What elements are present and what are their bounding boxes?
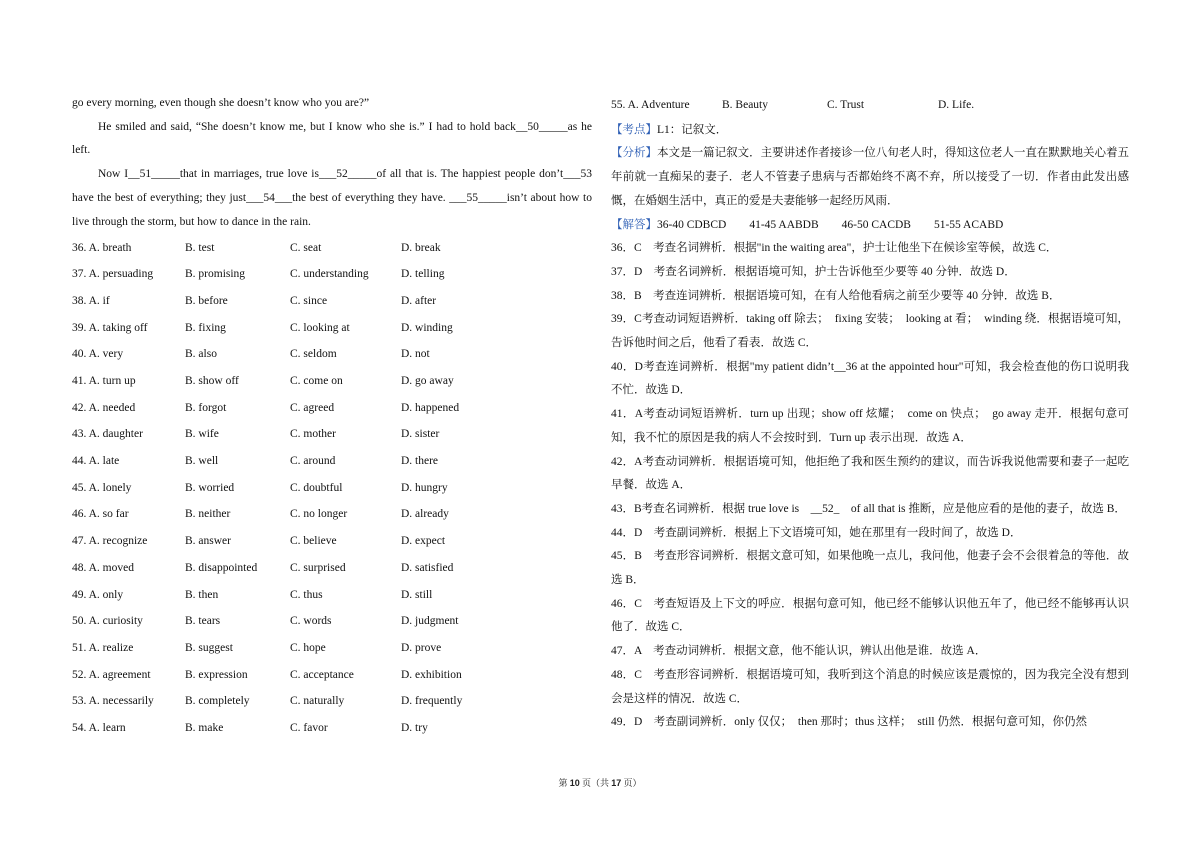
blank-53: ___53 [563, 168, 592, 181]
option-a: 46. A. so far [72, 508, 129, 521]
option-b: B. fixing [185, 321, 226, 334]
option-c: C. seat [290, 241, 322, 254]
option-b: B. make [185, 721, 224, 734]
option-c: C. Trust [827, 99, 865, 112]
option-a: 41. A. turn up [72, 375, 136, 387]
option-d: D. exhibition [401, 668, 462, 681]
passage-text: isn’t about how to live through the storm, but how to dance in the rain. [72, 191, 593, 228]
explanation-item [611, 261, 1129, 285]
option-a: 53. A. necessarily [72, 695, 154, 708]
option-d: D. Life. [938, 99, 975, 112]
fenxi-section [611, 142, 1129, 213]
option-d: D. break [401, 241, 441, 254]
option-d: D. go away [401, 375, 454, 387]
explanation-text: 考查形容词辨析．根据文意可知，如果他晚一点儿，我问他，他妻子会不会很着急的等他．故选 B． [611, 550, 1130, 587]
options-row [72, 635, 592, 662]
option-a: 40. A. very [72, 348, 124, 361]
option-a: 37. A. persuading [72, 268, 154, 281]
explanation-item [611, 640, 1129, 664]
explanation-text: 考查连词辨析．根据"my patient didn’t__36 at the appointed hour"可知，我会检查他的伤口说明我不忙．故选 D． [611, 360, 1129, 397]
option-c: C. favor [290, 721, 328, 734]
option-b: B. wife [185, 428, 219, 441]
blank-52: ___52_____ [318, 168, 377, 181]
passage-text: go every morning, even though she doesn’t know who you are?” [72, 97, 370, 109]
kaodian-section [611, 119, 1129, 143]
explanation-text: 考查副词辨析．only 仅仅； then 那时；thus 这样； still 仍然．根据句意可知，你仍然 [642, 716, 1087, 729]
options-row [72, 368, 592, 395]
explanation-text: 考查名词辨析．根据语境可知，护士告诉他至少要等 40 分钟．故选 D． [642, 265, 1016, 278]
passage-text: the best of everything they have. [292, 191, 446, 204]
fenxi-label: 【分析】 [611, 147, 658, 160]
option-b: B. expression [185, 668, 248, 681]
option-c: C. hope [290, 641, 326, 654]
options-row [72, 474, 592, 501]
options-row [72, 341, 592, 368]
option-c: C. around [290, 455, 336, 468]
option-d: D. still [401, 588, 433, 601]
blank-51: __51_____ [128, 168, 180, 181]
option-a: 51. A. realize [72, 641, 134, 654]
explanation-text: 考查名词辨析．根据 true love is __52_ of all that is 推断，应是他应看的是他的妻子，故选 B． [641, 502, 1126, 515]
options-row [72, 448, 592, 475]
explanation-item [611, 593, 1129, 640]
option-c: C. thus [290, 588, 323, 601]
explanation-text: 考查动词辨析．根据语境可知，他拒绝了我和医生预约的建议，而告诉我说他需要和妻子一起吃早餐．故选 A． [611, 455, 1129, 492]
option-a: 47. A. recognize [72, 535, 148, 548]
option-d: D. satisfied [401, 561, 454, 574]
option-d: D. telling [401, 268, 445, 281]
option-b: B. suggest [185, 641, 233, 654]
option-b: B. then [185, 588, 219, 601]
options-row [72, 261, 592, 288]
explanation-number: 48．C [611, 668, 642, 681]
option-a: 44. A. late [72, 455, 120, 468]
blank-50: __50_____ [515, 120, 568, 133]
option-b: B. well [185, 455, 219, 468]
explanation-item [611, 451, 1129, 498]
passage-paragraph-2 [72, 116, 592, 163]
option-b: B. worried [185, 481, 235, 494]
explanation-text: 考查动词短语辨析．turn up 出现；show off 炫耀； come on 快点； go away 走开．根据句意可知，我不忙的原因是我的病人不会按时到．Turn up 表示出现．故选 A． [611, 408, 1130, 444]
option-d: D. hungry [401, 481, 448, 494]
explanation-text: 考查连词辨析．根据语境可知，在有人给他看病之前至少要等 40 分钟．故选 B． [641, 289, 1061, 302]
options-row [72, 661, 592, 688]
passage-text: of all that is. The happiest people don’t [376, 168, 564, 181]
blank-55: ___55_____ [449, 191, 507, 204]
explanation-text: 考查名词辨析．根据"in the waiting area"，护士让他坐下在候诊室等候，故选 C． [641, 242, 1058, 255]
option-c: C. looking at [290, 321, 350, 334]
option-d: D. happened [401, 401, 460, 414]
option-d: D. sister [401, 428, 440, 441]
explanation-text: 考查动词短语辨析．taking off 除去； fixing 安装； looking at 看； winding 绕．根据语境可知，告诉他时间之后，他看了看表．故选 C． [611, 313, 1130, 350]
option-a: 48. A. moved [72, 561, 134, 574]
blank-54: ___54___ [246, 191, 293, 204]
option-c: C. seldom [290, 348, 337, 361]
option-a: 49. A. only [72, 588, 124, 601]
explanation-number: 47．A [611, 645, 642, 658]
options-row [72, 288, 592, 315]
options-row [72, 688, 592, 715]
option-a: 52. A. agreement [72, 668, 151, 681]
explanation-item [611, 545, 1129, 592]
option-b: B. completely [185, 695, 250, 708]
option-c: C. agreed [290, 401, 335, 414]
explanation-number: 43．B [611, 502, 642, 515]
option-b: B. disappointed [185, 561, 258, 574]
kaodian-text: L1：记叙文． [657, 123, 728, 136]
option-c: C. doubtful [290, 481, 343, 494]
explanation-text: 考查短语及上下文的呼应．根据句意可知，他已经不能够认识他五年了，他已经不能够再认识他了．故选 C． [611, 597, 1130, 634]
option-b: B. promising [185, 268, 246, 281]
total-pages: 17 [611, 778, 622, 788]
explanation-item [611, 356, 1129, 403]
explanation-item [611, 308, 1129, 355]
option-b: B. neither [185, 508, 231, 521]
explanation-item [611, 711, 1129, 735]
options-row [72, 554, 592, 581]
footer-text: 页） [621, 778, 642, 788]
option-d: D. try [401, 721, 428, 734]
answer-key: 36-40 CDBCD 41-45 AABDB 46-50 CACDB 51-55 ACABD [657, 218, 1004, 231]
explanation-item [611, 498, 1129, 522]
passage-text: as he left. [72, 120, 592, 157]
jieda-section [611, 214, 1129, 238]
explanation-number: 38．B [611, 289, 642, 302]
explanation-item [611, 403, 1129, 450]
explanation-number: 36．C [611, 242, 642, 255]
explanation-number: 44．D [611, 526, 643, 539]
explanation-number: 37．D [611, 265, 643, 278]
option-b: B. tears [185, 615, 221, 628]
left-column [72, 92, 592, 741]
passage-paragraph-3 [72, 163, 592, 234]
options-row [72, 608, 592, 635]
option-d: D. winding [401, 321, 453, 334]
option-c: C. no longer [290, 508, 348, 521]
right-column [611, 92, 1129, 735]
option-d: D. already [401, 508, 449, 521]
option-c: C. understanding [290, 268, 369, 281]
option-b: B. answer [185, 535, 231, 548]
option-d: D. frequently [401, 695, 463, 708]
options-row [72, 394, 592, 421]
explanation-number: 41．A [611, 408, 644, 421]
option-b: B. test [185, 241, 215, 254]
passage-text: have the best of everything; they just [72, 191, 247, 204]
page-number: 10 [569, 778, 580, 788]
option-c: C. come on [290, 375, 343, 387]
explanation-text: 考查动词辨析．根据文意，他不能认识，辨认出他是谁．故选 A． [641, 645, 987, 658]
options-list [72, 234, 592, 741]
options-row [72, 581, 592, 608]
kaodian-label: 【考点】 [611, 123, 657, 136]
page-footer [0, 776, 1200, 789]
passage-text: Now I [98, 168, 129, 181]
option-d: D. not [401, 348, 430, 361]
option-d: D. judgment [401, 615, 459, 628]
option-c: C. mother [290, 428, 336, 441]
passage-text: that in marriages, true love is [179, 168, 319, 181]
option-c: C. naturally [290, 695, 345, 708]
option-a: 38. A. if [72, 294, 110, 307]
explanation-item [611, 522, 1129, 546]
option-c: C. believe [290, 535, 337, 548]
passage-line [72, 92, 592, 116]
option-d: D. there [401, 455, 439, 468]
option-c: C. acceptance [290, 668, 354, 681]
explanation-item [611, 285, 1129, 309]
options-row [72, 234, 592, 261]
explanation-text: 考查形容词辨析．根据语境可知，我听到这个消息的时候应该是震惊的，因为我完全没有想到会是这样的情况．故选 C． [611, 668, 1130, 705]
jieda-label: 【解答】 [611, 218, 657, 231]
option-c: C. words [290, 615, 332, 628]
option-c: C. since [290, 294, 328, 307]
option-a: 55. A. Adventure [611, 99, 690, 112]
explanation-item [611, 237, 1129, 261]
explanation-number: 49．D [611, 716, 643, 729]
options-row-55 [611, 92, 1129, 119]
explanation-number: 42．A [611, 455, 643, 468]
explanations-list [611, 237, 1129, 735]
option-a: 45. A. lonely [72, 481, 132, 494]
options-row [72, 501, 592, 528]
option-a: 50. A. curiosity [72, 615, 143, 628]
explanation-number: 40．D [611, 360, 643, 373]
option-a: 42. A. needed [72, 401, 136, 414]
fenxi-text: 本文是一篇记叙文．主要讲述作者接诊一位八旬老人时，得知这位老人一直在默默地关心着五年前就一直痴呆的妻子．老人不管妻子患病与否都始终不离不弃，所以接受了一切．作者由此发出感慨，在婚姻生活中，真正的爱是夫妻能够一起经历风雨． [611, 147, 1129, 207]
explanation-number: 45．B [611, 550, 642, 563]
options-row [72, 314, 592, 341]
explanation-number: 39．C [611, 313, 642, 326]
option-d: D. after [401, 294, 437, 307]
explanation-text: 考查副词辨析．根据上下文语境可知，她在那里有一段时间了，故选 D． [642, 526, 1022, 539]
passage-text: He smiled and said, “She doesn’t know me, but I know who she is.” I had to hold back [98, 120, 516, 133]
option-b: B. before [185, 294, 228, 307]
option-a: 36. A. breath [72, 241, 132, 254]
explanation-item [611, 664, 1129, 711]
option-b: B. Beauty [722, 99, 768, 112]
option-c: C. surprised [290, 561, 346, 574]
options-row [72, 715, 592, 742]
options-row [72, 528, 592, 555]
option-a: 43. A. daughter [72, 428, 143, 441]
option-b: B. forgot [185, 401, 227, 414]
explanation-number: 46．C [611, 597, 642, 610]
options-row [72, 421, 592, 448]
option-d: D. prove [401, 641, 442, 654]
option-d: D. expect [401, 535, 446, 548]
option-a: 39. A. taking off [72, 321, 148, 334]
footer-text: 第 [558, 778, 570, 788]
option-b: B. also [185, 348, 217, 361]
option-a: 54. A. learn [72, 721, 126, 734]
footer-text: 页（共 [579, 778, 612, 788]
option-b: B. show off [185, 375, 239, 387]
